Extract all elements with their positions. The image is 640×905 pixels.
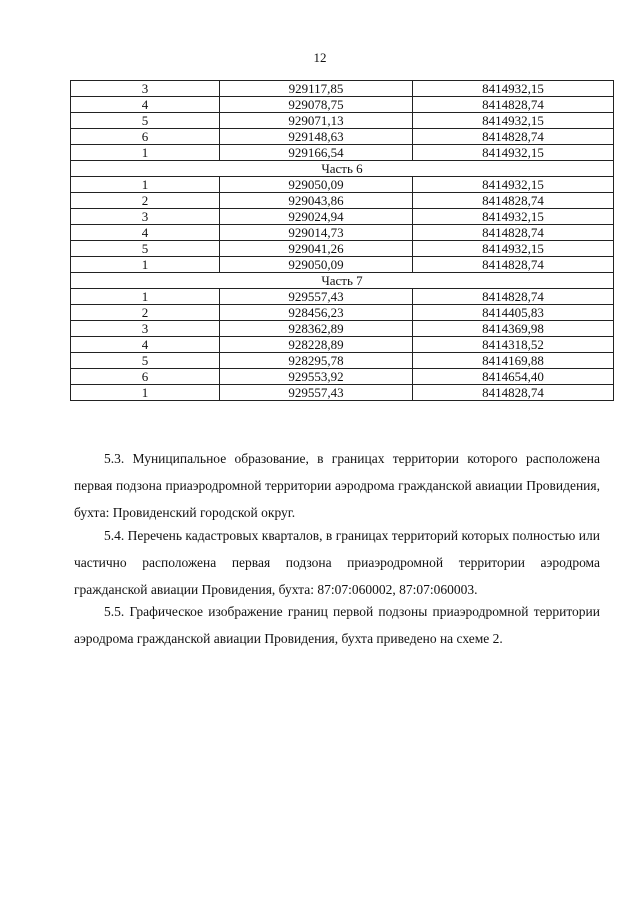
x-coordinate-cell: 929043,86 bbox=[220, 193, 413, 209]
table-row bbox=[71, 193, 614, 209]
y-coordinate-cell: 8414932,15 bbox=[413, 241, 614, 257]
paragraph-5-5: 5.5. Графическое изображение границ первой подзоны приаэродромной территории аэродрома гражданской авиации Провидения, бухта приведено на схеме 2. bbox=[74, 604, 600, 646]
table-row bbox=[71, 113, 614, 129]
table-row bbox=[71, 129, 614, 145]
table-row bbox=[71, 369, 614, 385]
point-number-cell: 4 bbox=[71, 337, 220, 353]
point-number-cell: 1 bbox=[71, 177, 220, 193]
table-row bbox=[71, 257, 614, 273]
point-number-cell: 6 bbox=[71, 129, 220, 145]
section-title: Часть 6 bbox=[71, 161, 614, 177]
x-coordinate-cell: 929050,09 bbox=[220, 177, 413, 193]
point-number-cell: 2 bbox=[71, 305, 220, 321]
table-row bbox=[71, 305, 614, 321]
table-row bbox=[71, 385, 614, 401]
point-number-cell: 5 bbox=[71, 353, 220, 369]
y-coordinate-cell: 8414654,40 bbox=[413, 369, 614, 385]
table-row bbox=[71, 353, 614, 369]
x-coordinate-cell: 928456,23 bbox=[220, 305, 413, 321]
section-header-row bbox=[71, 161, 614, 177]
x-coordinate-cell: 929071,13 bbox=[220, 113, 413, 129]
x-coordinate-cell: 929557,43 bbox=[220, 289, 413, 305]
table-row bbox=[71, 177, 614, 193]
point-number-cell: 4 bbox=[71, 225, 220, 241]
y-coordinate-cell: 8414932,15 bbox=[413, 113, 614, 129]
table-row bbox=[71, 145, 614, 161]
y-coordinate-cell: 8414932,15 bbox=[413, 81, 614, 97]
y-coordinate-cell: 8414828,74 bbox=[413, 289, 614, 305]
y-coordinate-cell: 8414828,74 bbox=[413, 97, 614, 113]
point-number-cell: 1 bbox=[71, 257, 220, 273]
point-number-cell: 1 bbox=[71, 289, 220, 305]
paragraph-5-3: 5.3. Муниципальное образование, в границах территории которого расположена первая подзона приаэродромной территории аэродрома гражданской авиации Провидения, бухта: Провиденский городской округ. bbox=[74, 451, 600, 520]
table-row bbox=[71, 321, 614, 337]
table-row bbox=[71, 225, 614, 241]
x-coordinate-cell: 929166,54 bbox=[220, 145, 413, 161]
x-coordinate-cell: 929078,75 bbox=[220, 97, 413, 113]
point-number-cell: 3 bbox=[71, 321, 220, 337]
y-coordinate-cell: 8414318,52 bbox=[413, 337, 614, 353]
y-coordinate-cell: 8414828,74 bbox=[413, 129, 614, 145]
y-coordinate-cell: 8414828,74 bbox=[413, 257, 614, 273]
y-coordinate-cell: 8414932,15 bbox=[413, 145, 614, 161]
y-coordinate-cell: 8414828,74 bbox=[413, 225, 614, 241]
x-coordinate-cell: 928228,89 bbox=[220, 337, 413, 353]
x-coordinate-cell: 929117,85 bbox=[220, 81, 413, 97]
point-number-cell: 1 bbox=[71, 385, 220, 401]
table-row bbox=[71, 97, 614, 113]
x-coordinate-cell: 928362,89 bbox=[220, 321, 413, 337]
x-coordinate-cell: 929050,09 bbox=[220, 257, 413, 273]
x-coordinate-cell: 929024,94 bbox=[220, 209, 413, 225]
point-number-cell: 4 bbox=[71, 97, 220, 113]
x-coordinate-cell: 929014,73 bbox=[220, 225, 413, 241]
point-number-cell: 5 bbox=[71, 241, 220, 257]
x-coordinate-cell: 929041,26 bbox=[220, 241, 413, 257]
y-coordinate-cell: 8414828,74 bbox=[413, 193, 614, 209]
table-row bbox=[71, 289, 614, 305]
page-number: 12 bbox=[313, 50, 327, 65]
y-coordinate-cell: 8414932,15 bbox=[413, 177, 614, 193]
point-number-cell: 3 bbox=[71, 209, 220, 225]
paragraph-5-4: 5.4. Перечень кадастровых кварталов, в границах территорий которых полностью или частично расположена первая подзона приаэродромной территории аэродрома гражданской авиации Провидения, бухта: 87:07:060002, 87:07:060003. bbox=[74, 528, 600, 597]
point-number-cell: 3 bbox=[71, 81, 220, 97]
x-coordinate-cell: 929553,92 bbox=[220, 369, 413, 385]
coordinates-table bbox=[70, 80, 614, 401]
point-number-cell: 1 bbox=[71, 145, 220, 161]
x-coordinate-cell: 929557,43 bbox=[220, 385, 413, 401]
y-coordinate-cell: 8414932,15 bbox=[413, 209, 614, 225]
point-number-cell: 6 bbox=[71, 369, 220, 385]
point-number-cell: 2 bbox=[71, 193, 220, 209]
y-coordinate-cell: 8414369,98 bbox=[413, 321, 614, 337]
table-row bbox=[71, 337, 614, 353]
point-number-cell: 5 bbox=[71, 113, 220, 129]
y-coordinate-cell: 8414828,74 bbox=[413, 385, 614, 401]
y-coordinate-cell: 8414405,83 bbox=[413, 305, 614, 321]
coordinates-table-body bbox=[71, 81, 614, 401]
x-coordinate-cell: 928295,78 bbox=[220, 353, 413, 369]
section-header-row bbox=[71, 273, 614, 289]
table-row bbox=[71, 209, 614, 225]
table-row bbox=[71, 81, 614, 97]
y-coordinate-cell: 8414169,88 bbox=[413, 353, 614, 369]
table-row bbox=[71, 241, 614, 257]
x-coordinate-cell: 929148,63 bbox=[220, 129, 413, 145]
section-title: Часть 7 bbox=[71, 273, 614, 289]
